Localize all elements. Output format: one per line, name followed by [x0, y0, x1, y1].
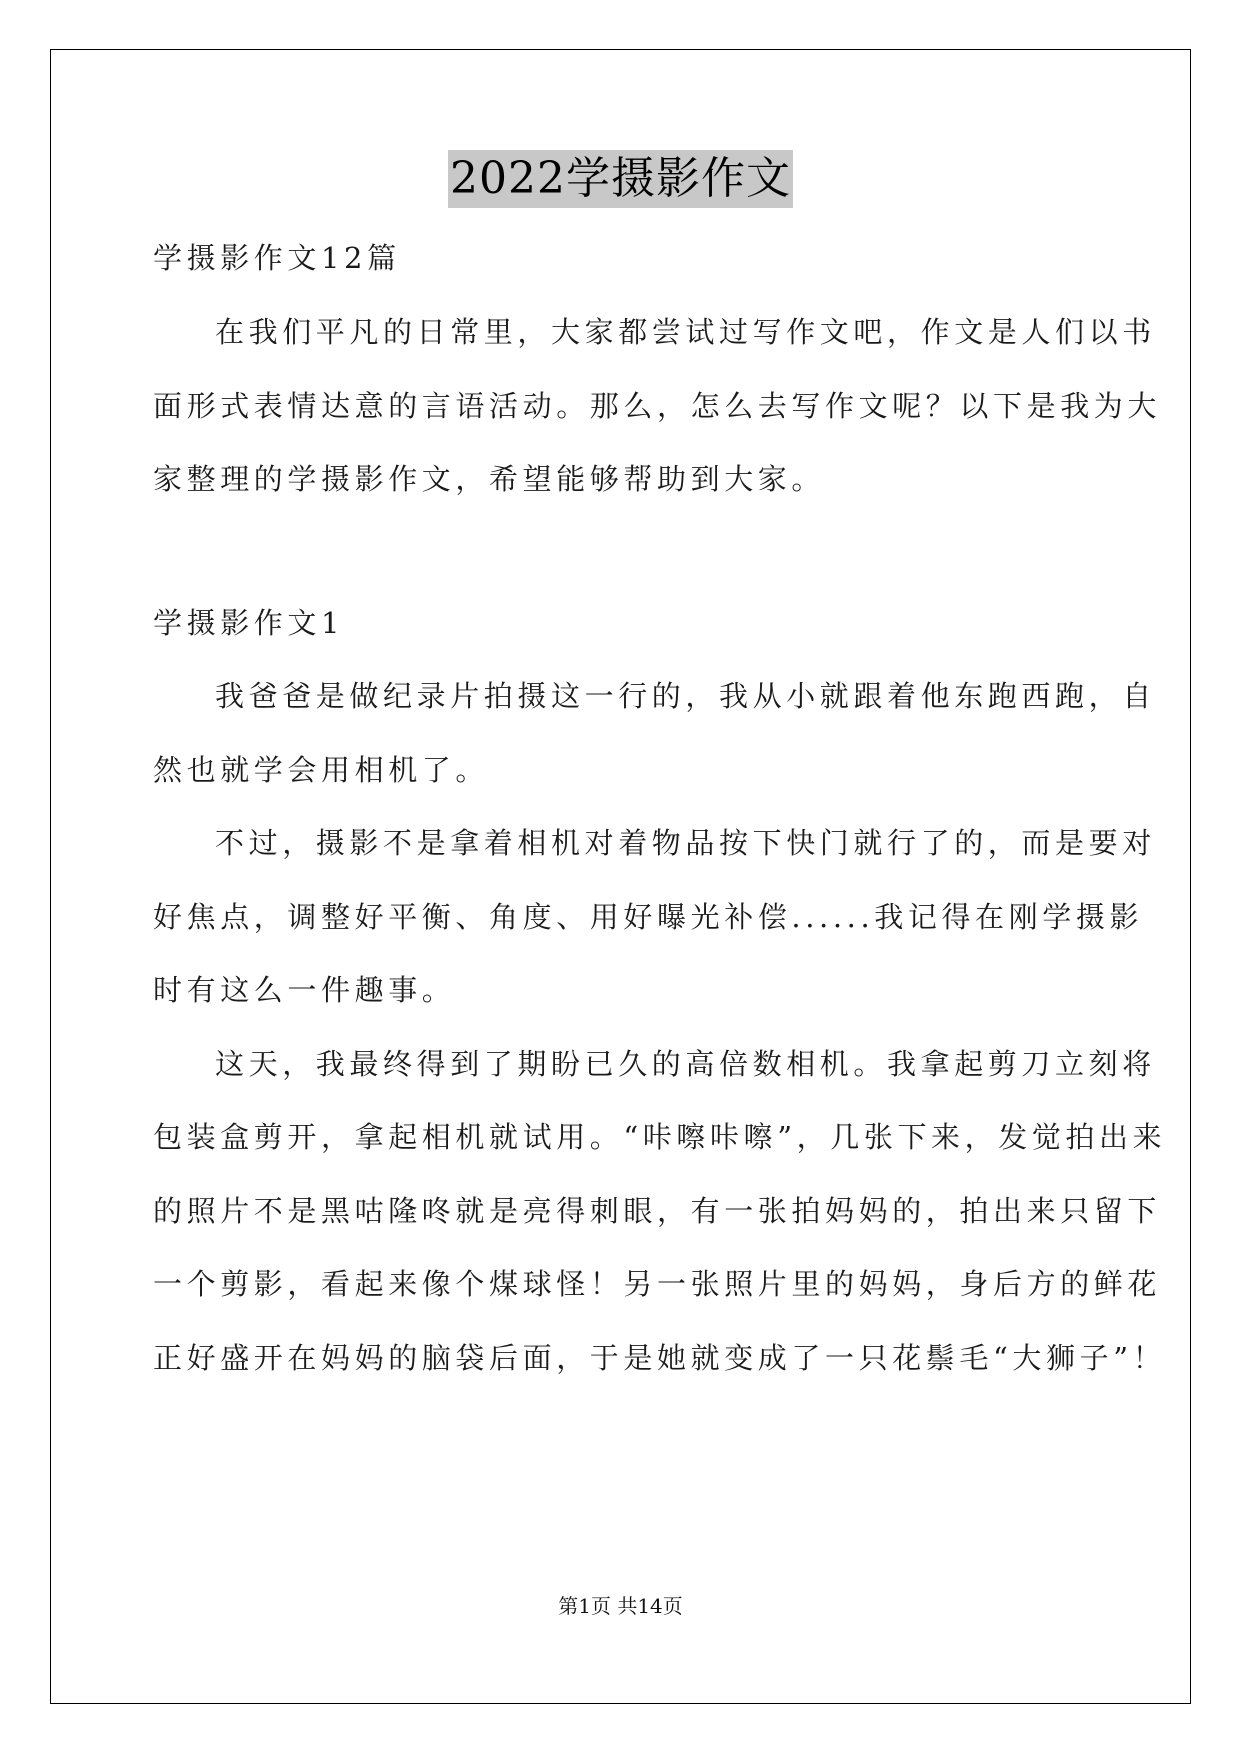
paragraph-line: 的照片不是黑咕隆咚就是亮得刺眼，有一张拍妈妈的，拍出来只留下: [153, 1194, 1162, 1228]
paragraph-line: 不过，摄影不是拿着相机对着物品按下快门就行了的，而是要对: [215, 826, 1156, 860]
intro-line: 家整理的学摄影作文，希望能够帮助到大家。: [153, 462, 826, 496]
paragraph-line: 一个剪影，看起来像个煤球怪！另一张照片里的妈妈，身后方的鲜花: [153, 1267, 1162, 1301]
document-subtitle: 学摄影作文12篇: [153, 241, 401, 275]
paragraph-line: 我爸爸是做纪录片拍摄这一行的，我从小就跟着他东跑西跑，自: [215, 679, 1156, 713]
paragraph-line: 包装盒剪开，拿起相机就试用。“咔嚓咔嚓”，几张下来，发觉拍出来: [153, 1120, 1167, 1154]
paragraph-line: 好焦点，调整好平衡、角度、用好曝光补偿......我记得在刚学摄影: [153, 900, 1144, 934]
section-heading: 学摄影作文1: [153, 606, 345, 640]
document-title: 2022学摄影作文: [448, 150, 793, 208]
intro-line: 面形式表情达意的言语活动。那么，怎么去写作文呢？以下是我为大: [153, 389, 1162, 423]
paragraph-line: 时有这么一件趣事。: [153, 973, 456, 1007]
title-container: [0, 150, 1241, 208]
paragraph-line: 然也就学会用相机了。: [153, 753, 490, 787]
paragraph-line: 正好盛开在妈妈的脑袋后面，于是她就变成了一只花鬃毛“大狮子”！: [153, 1341, 1167, 1375]
page-number-footer: 第1页 共14页: [558, 1594, 683, 1618]
paragraph-line: 这天，我最终得到了期盼已久的高倍数相机。我拿起剪刀立刻将: [215, 1047, 1156, 1081]
page-border: [50, 49, 1191, 1704]
intro-line: 在我们平凡的日常里，大家都尝试过写作文吧，作文是人们以书: [215, 315, 1156, 349]
